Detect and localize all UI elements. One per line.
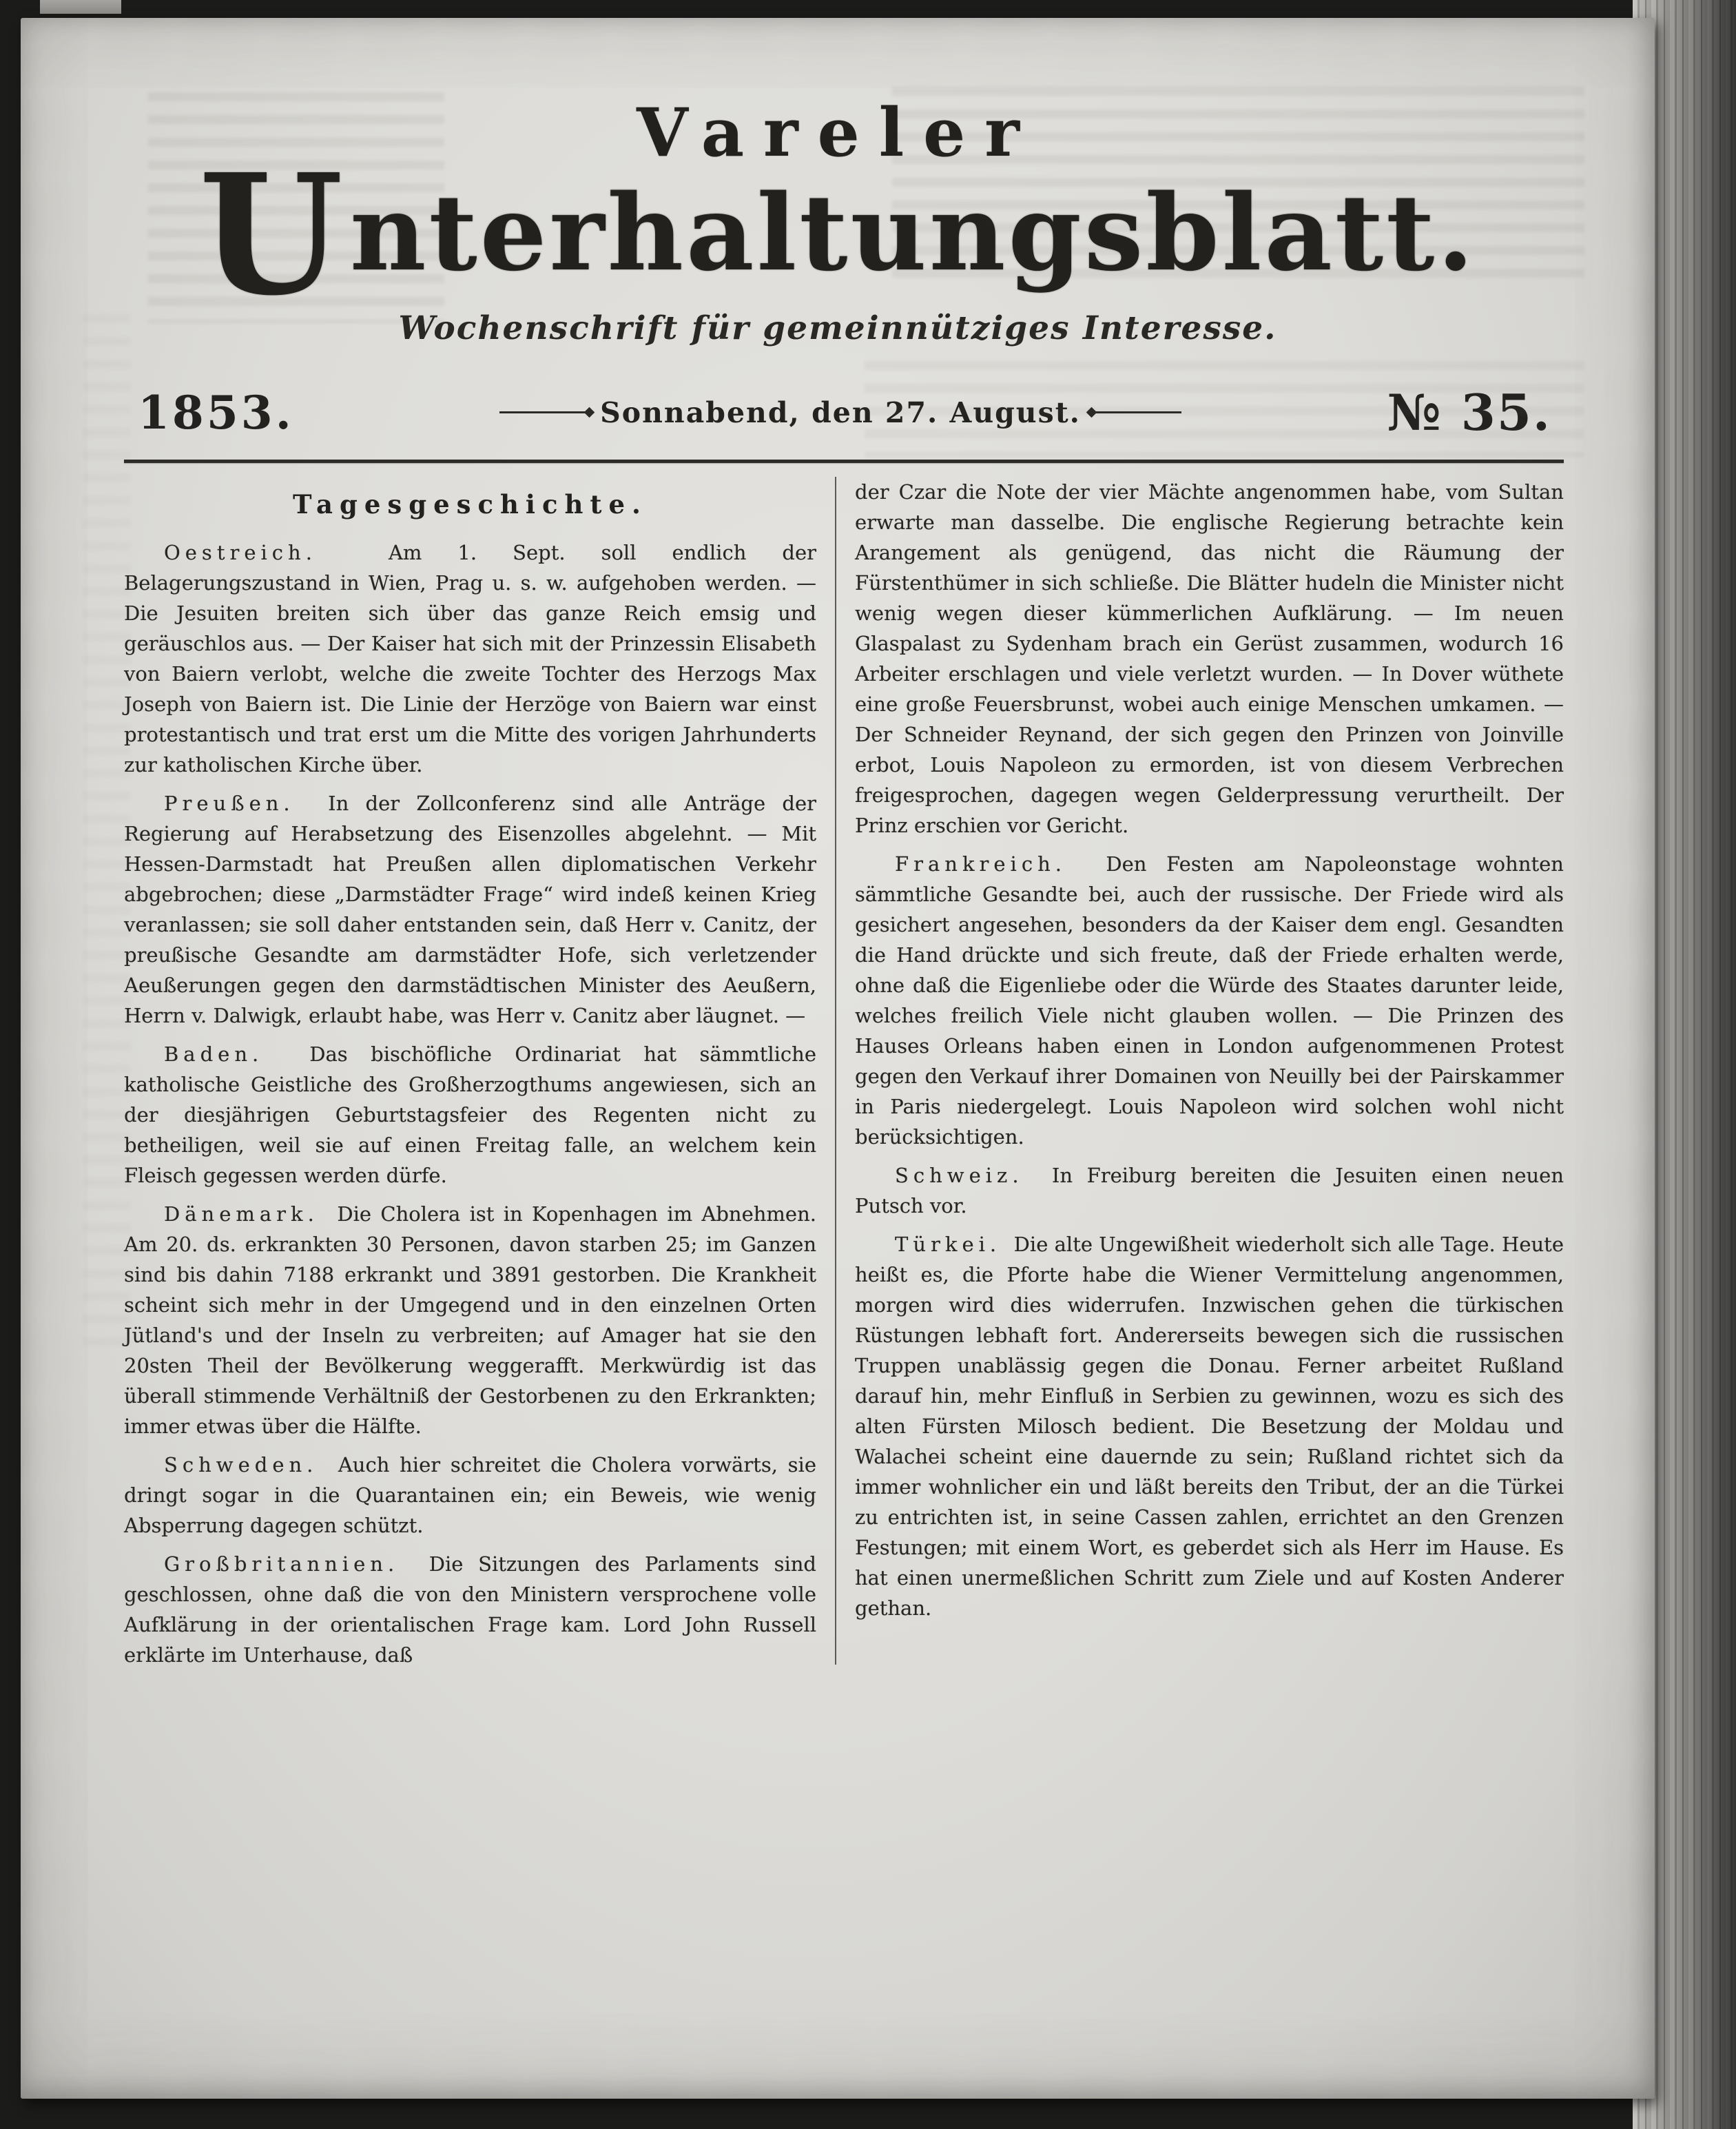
book-page-edge-top: [40, 0, 121, 14]
article-paragraph: der Czar die Note der vier Mächte angenommen habe, vom Sultan erwarte man dasselbe. Die englische Regierung betrachte kein Arangement als genügend, das nicht die Räumung der Fürstenthümer in sich schließe. Die Blätter hudeln die Minister nicht wenig wegen dieser kümmerlichen Aufklärung. — Im neuen Glaspalast zu Sydenham brach ein Gerüst zusammen, wodurch 16 Arbeiter erschlagen und viele verletzt wurden. — In Dover wüthete eine große Feuersbrunst, wobei auch einige Menschen umkamen. — Der Schneider Reynand, der sich gegen den Prinzen von Joinville erbot, Louis Napoleon zu ermorden, ist von diesem Verbrechen freigesprochen, dagegen wegen Gelderpressung verurtheilt. Der Prinz erschien vor Gericht.: [855, 480, 1564, 837]
article-paragraph: Großbritannien. Die Sitzungen des Parlaments sind geschlossen, ohne daß die von den Ministern versprochene volle Aufklärung in der orientalischen Frage kam. Lord John Russell erklärte im Unterhause, daß: [124, 1552, 816, 1667]
paragraph-lead: Preußen.: [164, 792, 295, 815]
paragraph-lead: Schweden.: [164, 1453, 318, 1477]
paragraph-lead: Baden.: [164, 1042, 264, 1066]
article-columns: [21, 473, 1655, 1678]
bleed-through-text: [83, 314, 131, 1348]
section-title: Tagesgeschichte.: [293, 489, 648, 520]
paragraph-lead: Dänemark.: [164, 1202, 319, 1226]
paragraph-lead: Frankreich.: [895, 852, 1066, 876]
bleed-through-text: [865, 361, 1584, 457]
issue-number: № 35.: [1387, 383, 1551, 442]
paragraph-lead: Großbritannien.: [164, 1552, 400, 1576]
paragraph-lead: Oestreich.: [164, 541, 317, 564]
dateline-ornament-left: [499, 411, 590, 413]
column-divider-rule: [835, 477, 836, 1665]
masthead-title-line1: Vareler: [637, 94, 1039, 172]
paragraph-lead: Schweiz.: [895, 1164, 1024, 1187]
article-paragraph: Oestreich. Am 1. Sept. soll endlich der Belagerungszustand in Wien, Prag u. s. w. aufgehoben werden. — Die Jesuiten breiten sich über das ganze Reich emsig und geräuschlos aus. — Der Kaiser hat sich mit der Prinzessin Elisabeth von Baiern verlobt, welche die zweite Tochter des Herzogs Max Joseph von Baiern ist. Die Linie der Herzöge von Baiern war einst protestantisch und trat erst um die Mitte des vorigen Jahrhunderts zur katholischen Kirche über.: [124, 541, 816, 776]
article-paragraph: Schweiz. In Freiburg bereiten die Jesuiten einen neuen Putsch vor.: [855, 1164, 1564, 1217]
right-column: [855, 473, 1564, 1678]
header-rule: [124, 460, 1564, 463]
masthead-title-line2: Unterhaltungsblatt.: [198, 138, 1477, 332]
paragraph-lead: Türkei.: [895, 1233, 1002, 1256]
article-paragraph: Dänemark. Die Cholera ist in Kopenhagen im Abnehmen. Am 20. ds. erkrankten 30 Personen, davon starben 25; im Ganzen sind bis dahin 7188 erkrankt und 3891 gestorben. Die Krankheit scheint sich mehr in der Umgegend und in den einzelnen Orten Jütland's und der Inseln zu verbreiten; auf Amager hat sie den 20sten Theil der Bevölkerung weggerafft. Merkwürdig ist das überall stimmende Verhältniß der Gestorbenen zu den Erkrankten; immer etwas über die Hälfte.: [124, 1202, 816, 1438]
issue-date-text: Sonnabend, den 27. August.: [600, 395, 1081, 429]
left-column: [124, 473, 816, 1678]
masthead-subtitle: Wochenschrift für gemeinnütziges Interesse.: [398, 309, 1277, 347]
right-column-paragraphs: [855, 477, 1564, 1623]
left-column-paragraphs: [124, 537, 816, 1670]
article-paragraph: Frankreich. Den Festen am Napoleonstage wohnten sämmtliche Gesandte bei, auch der russische. Der Friede wird als gesichert angesehen, besonders da der Kaiser dem engl. Gesandten die Hand drückte und sich freute, daß der Friede erhalten werde, ohne daß die Eigenliebe oder die Würde des Staates darunter leide, welches freilich Viele nicht glauben wollen. — Die Prinzen des Hauses Orleans haben einen in London aufgenommenen Protest gegen den Verkauf ihrer Domainen von Neuilly bei der Pairskammer in Paris niedergelegt. Louis Napoleon wird solchen wohl nicht berücksichtigen.: [855, 852, 1564, 1149]
masthead: [21, 18, 1655, 347]
newspaper-page: [21, 18, 1655, 2099]
article-paragraph: Baden. Das bischöfliche Ordinariat hat sämmtliche katholische Geistliche des Großherzogthums angewiesen, sich an der diesjährigen Geburtstagsfeier des Regenten nicht zu betheiligen, weil sie auf einen Freitag falle, an welchem kein Fleisch gegessen werden dürfe.: [124, 1042, 816, 1187]
article-paragraph: Schweden. Auch hier schreitet die Cholera vorwärts, sie dringt sogar in die Quarantainen ein; ein Beweis, wie wenig Absperrung dagegen schützt.: [124, 1453, 816, 1537]
year-label: 1853.: [138, 385, 294, 440]
article-paragraph: Türkei. Die alte Ungewißheit wiederholt sich alle Tage. Heute heißt es, die Pforte habe die Wiener Vermittelung angenommen, morgen wird dies widerrufen. Inzwischen gehen die türkischen Rüstungen lebhaft fort. Andererseits bewegen sich die russischen Truppen unablässig gegen die Donau. Ferner arbeitet Rußland darauf hin, mehr Einfluß in Serbien zu gewinnen, wozu es sich des alten Fürsten Milosch bedient. Die Besetzung der Moldau und Walachei scheint eine dauernde zu sein; Rußland richtet sich da immer wohnlicher ein und läßt bereits den Tribut, der an die Türkei zu entrichten ist, in seine Cassen zahlen, errichtet an den Grenzen Festungen; mit einem Wort, es geberdet sich als Herr im Hause. Es hat einen unermeßlichen Schritt zum Ziele und auf Kosten Anderer gethan.: [855, 1233, 1564, 1620]
article-paragraph: Preußen. In der Zollconferenz sind alle Anträge der Regierung auf Herabsetzung des Eisenzolles abgelehnt. — Mit Hessen-Darmstadt hat Preußen allen diplomatischen Verkehr abgebrochen; diese „Darmstädter Frage“ wird indeß keinen Krieg veranlassen; sie soll daher entstanden sein, daß Herr v. Canitz, der preußische Gesandte am darmstädter Hofe, sich verletzender Aeußerungen gegen den darmstädtischen Minister des Aeußern, Herrn v. Dalwigk, erlaubt habe, was Herr v. Canitz aber läugnet. —: [124, 792, 816, 1027]
dateline-ornament-right: [1091, 411, 1181, 413]
